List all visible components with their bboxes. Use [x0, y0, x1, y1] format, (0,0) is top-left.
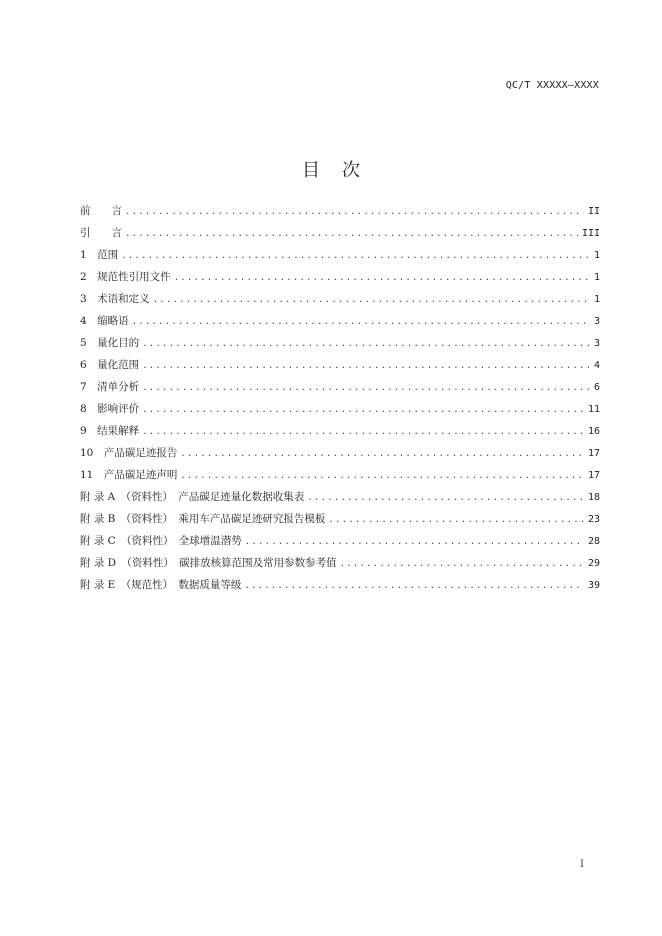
toc-leader [132, 317, 590, 331]
toc-entry-10[interactable] [80, 445, 600, 467]
toc-leader [245, 537, 584, 551]
toc-leader [340, 559, 584, 573]
toc-label: 8 影响评价 [80, 403, 140, 415]
toc-label: 前 言 [80, 205, 122, 217]
toc-page-number: 3 [593, 316, 600, 327]
toc-page-number: 16 [587, 426, 600, 437]
toc-page-number: 1 [593, 272, 600, 283]
toc-leader [180, 449, 584, 463]
toc-label: 附 录 A （资料性） 产品碳足迹量化数据收集表 [80, 491, 305, 503]
toc-leader [142, 405, 584, 419]
toc-leader [174, 273, 590, 287]
page-number: I [580, 859, 584, 870]
toc-leader [153, 295, 590, 309]
toc-entry-7[interactable] [80, 379, 600, 401]
toc-entry-4[interactable] [80, 313, 600, 335]
toc-page-number: 23 [587, 514, 600, 525]
toc-entry-appendix-d[interactable] [80, 555, 600, 577]
toc-leader [121, 251, 590, 265]
toc-entry-9[interactable] [80, 423, 600, 445]
toc-page-number: 6 [593, 382, 600, 393]
toc-label: 附 录 D （资料性） 碳排放核算范围及常用参数参考值 [80, 557, 337, 569]
toc-label: 9 结果解释 [80, 425, 140, 437]
toc-entry-appendix-b[interactable] [80, 511, 600, 533]
toc-entry-foreword[interactable] [80, 203, 600, 225]
toc-entry-appendix-c[interactable] [80, 533, 600, 555]
toc-page-number: 17 [587, 470, 600, 481]
toc-leader [142, 339, 590, 353]
toc-label: 11 产品碳足迹声明 [80, 469, 178, 481]
toc-page-number: 1 [593, 294, 600, 305]
toc-label: 10 产品碳足迹报告 [80, 447, 178, 459]
toc-leader [142, 427, 584, 441]
toc-entry-8[interactable] [80, 401, 600, 423]
toc-page-number: 4 [593, 360, 600, 371]
toc-entry-3[interactable] [80, 291, 600, 313]
toc-label: 6 量化范围 [80, 359, 140, 371]
toc-leader [244, 581, 584, 595]
toc-page-number: 3 [593, 338, 600, 349]
toc-page-number: 17 [587, 448, 600, 459]
toc-page-number: II [587, 206, 600, 217]
toc-label: 4 缩略语 [80, 315, 129, 327]
toc-label: 附 录 C （资料性） 全球增温潜势 [80, 535, 242, 547]
table-of-contents [80, 203, 600, 599]
toc-label: 7 清单分析 [80, 381, 140, 393]
toc-label: 附 录 E （规范性） 数据质量等级 [80, 579, 242, 591]
toc-leader [142, 383, 590, 397]
toc-leader [125, 229, 578, 243]
toc-entry-11[interactable] [80, 467, 600, 489]
toc-entry-2[interactable] [80, 269, 600, 291]
standard-code: QC/T XXXXX—XXXX [505, 80, 599, 91]
page-title: 目次 [302, 160, 382, 181]
toc-leader [328, 515, 584, 529]
toc-entry-5[interactable] [80, 335, 600, 357]
toc-label: 附 录 B （资料性） 乘用车产品碳足迹研究报告模板 [80, 513, 326, 525]
toc-leader [180, 471, 584, 485]
toc-entry-introduction[interactable] [80, 225, 600, 247]
toc-entry-1[interactable] [80, 247, 600, 269]
toc-label: 引 言 [80, 227, 122, 239]
toc-label: 2 规范性引用文件 [80, 271, 171, 283]
toc-page-number: 28 [587, 536, 600, 547]
toc-entry-6[interactable] [80, 357, 600, 379]
toc-leader [125, 207, 584, 221]
toc-page-number: III [581, 228, 600, 239]
toc-page-number: 11 [587, 404, 600, 415]
toc-page-number: 39 [587, 580, 600, 591]
toc-entry-appendix-e[interactable] [80, 577, 600, 599]
toc-leader [307, 493, 584, 507]
toc-page-number: 18 [587, 492, 600, 503]
toc-label: 1 范围 [80, 249, 119, 261]
toc-page-number: 1 [593, 250, 600, 261]
toc-leader [142, 361, 590, 375]
toc-label: 5 量化目的 [80, 337, 140, 349]
toc-entry-appendix-a[interactable] [80, 489, 600, 511]
toc-page-number: 29 [587, 558, 600, 569]
toc-label: 3 术语和定义 [80, 293, 150, 305]
